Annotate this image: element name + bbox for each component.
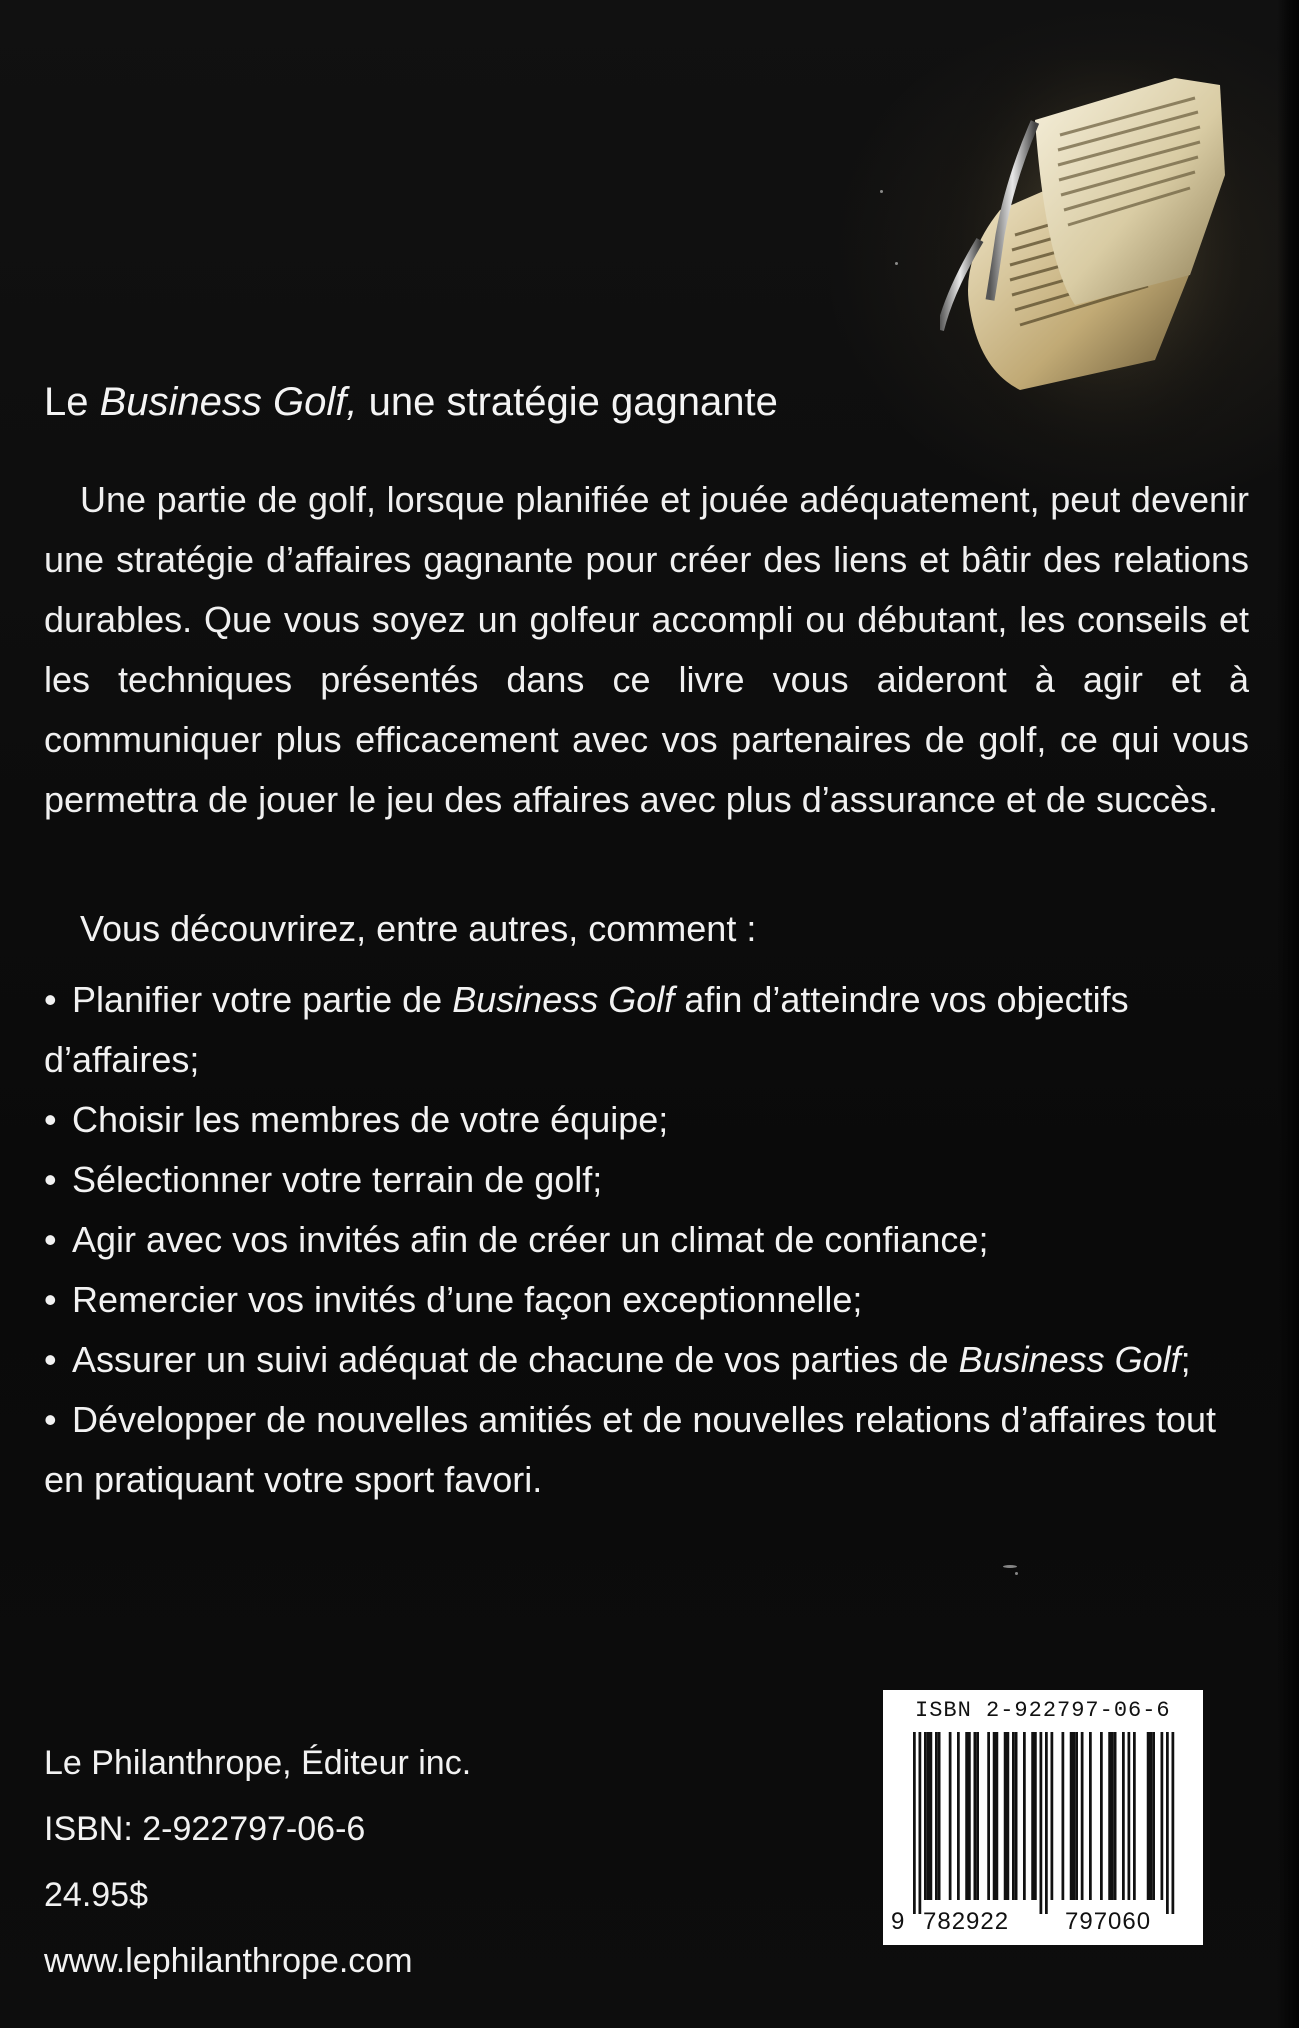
isbn-barcode — [883, 1690, 1203, 1945]
barcode-bar — [1034, 1732, 1037, 1900]
barcode-bar — [938, 1732, 941, 1900]
bullet-italic: Business Golf — [452, 979, 675, 1020]
barcode-bar — [968, 1732, 971, 1900]
list-item — [44, 1090, 1259, 1150]
barcode-bar — [1128, 1732, 1131, 1900]
barcode-bar — [965, 1732, 968, 1900]
bullet-marker: • — [44, 1159, 57, 1200]
intro-paragraph: Une partie de golf, lorsque planifiée et jouée adéquatement, peut devenir une stratégie d’affaires gagnante pour créer des liens et bâtir des relations durables. Que vous soyez un golfeur accompli ou débutant, les conseils et les techniques présentés dans ce livre vous aideront à agir et à communiquer plus efficacement avec vos partenaires de golf, ce qui vous permettra de jouer le jeu des affaires avec plus d’assurance et de succès. — [44, 479, 1249, 820]
barcode-bar — [1031, 1732, 1034, 1900]
list-item — [44, 970, 1259, 1090]
golf-club-irons-icon — [940, 60, 1240, 460]
barcode-bar — [1023, 1732, 1026, 1900]
barcode-bar — [1100, 1732, 1103, 1900]
dust-speck — [880, 190, 883, 193]
barcode-caption: ISBN 2-922797-06-6 — [915, 1698, 1171, 1723]
publisher-info — [44, 1730, 471, 1994]
bullet-text: Développer de nouvelles amitiés et de nouvelles relations d’affaires tout en pratiquant votre sport favori. — [44, 1399, 1217, 1500]
barcode-bar — [974, 1732, 977, 1900]
barcode-bar — [1015, 1732, 1018, 1900]
barcode-bar — [1007, 1732, 1010, 1900]
barcode-bar — [949, 1732, 952, 1900]
bullet-text: Sélectionner votre terrain de golf; — [72, 1159, 603, 1200]
barcode-bar — [1004, 1732, 1007, 1900]
barcode-bar — [1152, 1732, 1155, 1900]
barcode-guard-bar — [919, 1732, 922, 1914]
barcode-bar — [1114, 1732, 1117, 1900]
bullet-marker: • — [44, 979, 57, 1020]
list-item — [44, 1390, 1259, 1510]
barcode-first-digit: 9 — [891, 1908, 906, 1935]
barcode-bars — [883, 1690, 1203, 1945]
barcode-bar — [1150, 1732, 1153, 1900]
barcode-bar — [1147, 1732, 1150, 1900]
barcode-right-digits: 797060 — [1065, 1908, 1152, 1935]
barcode-bar — [930, 1732, 933, 1900]
barcode-guard-bar — [1166, 1732, 1169, 1914]
bullet-text: afin d’atteindre vos objectifs d’affaires; — [44, 979, 1129, 1080]
barcode-bar — [993, 1732, 996, 1900]
barcode-bar — [957, 1732, 960, 1900]
book-price: 24.95$ — [44, 1876, 148, 1914]
barcode-bar — [1062, 1732, 1065, 1900]
barcode-bar — [1089, 1732, 1092, 1900]
bullet-italic: Business Golf — [958, 1339, 1181, 1380]
barcode-bar — [1070, 1732, 1073, 1900]
list-item — [44, 1150, 1259, 1210]
list-item — [44, 1330, 1259, 1390]
barcode-guard-bar — [913, 1732, 916, 1914]
barcode-left-digits: 782922 — [923, 1908, 1010, 1935]
bullet-marker: • — [44, 1219, 57, 1260]
barcode-bar — [1081, 1732, 1084, 1900]
publisher-isbn: ISBN: 2-922797-06-6 — [44, 1810, 366, 1848]
title-part-1: Le — [44, 380, 100, 424]
barcode-bar — [1122, 1732, 1125, 1900]
bullet-text: Choisir les membres de votre équipe; — [72, 1099, 669, 1140]
barcode-bar — [976, 1732, 979, 1900]
title-business-golf: Business Golf, — [99, 380, 358, 424]
dust-speck — [1015, 1572, 1018, 1575]
barcode-bar — [1133, 1732, 1136, 1900]
barcode-guard-bar — [1045, 1732, 1048, 1914]
bullet-text: Assurer un suivi adéquat de chacune de vos parties de — [72, 1339, 959, 1380]
barcode-bar — [1111, 1732, 1114, 1900]
barcode-bar — [924, 1732, 927, 1900]
bullet-text: Agir avec vos invités afin de créer un climat de confiance; — [72, 1219, 989, 1260]
book-subtitle-heading — [44, 378, 778, 426]
publisher-website: www.lephilanthrope.com — [44, 1942, 413, 1980]
barcode-bar — [996, 1732, 999, 1900]
barcode-bar — [1161, 1732, 1164, 1900]
bullet-marker: • — [44, 1339, 57, 1380]
barcode-bar — [1073, 1732, 1076, 1900]
dust-speck — [895, 262, 898, 265]
list-item — [44, 1270, 1259, 1330]
bullet-text: Planifier votre partie de — [72, 979, 453, 1020]
spine-edge — [1277, 0, 1299, 2028]
barcode-guard-bar — [1040, 1732, 1043, 1914]
barcode-bar — [1012, 1732, 1015, 1900]
barcode-bar — [927, 1732, 930, 1900]
title-part-3: une stratégie gagnante — [357, 380, 778, 424]
publisher-name: Le Philanthrope, Éditeur inc. — [44, 1744, 472, 1782]
barcode-bar — [1051, 1732, 1054, 1900]
bullet-text: ; — [1180, 1339, 1191, 1380]
dust-speck — [1003, 1565, 1017, 1568]
list-item — [44, 1210, 1259, 1270]
bullet-marker: • — [44, 1099, 57, 1140]
barcode-guard-bar — [1172, 1732, 1175, 1914]
benefits-list — [44, 970, 1259, 1510]
list-lead-in: Vous découvrirez, entre autres, comment : — [80, 908, 757, 949]
barcode-bar — [987, 1732, 990, 1900]
barcode-bar — [935, 1732, 938, 1900]
barcode-bar — [1108, 1732, 1111, 1900]
bullet-marker: • — [44, 1399, 57, 1440]
bullet-text: Remercier vos invités d’une façon exceptionnelle; — [72, 1279, 863, 1320]
barcode-bar — [1075, 1732, 1078, 1900]
bullet-marker: • — [44, 1279, 57, 1320]
